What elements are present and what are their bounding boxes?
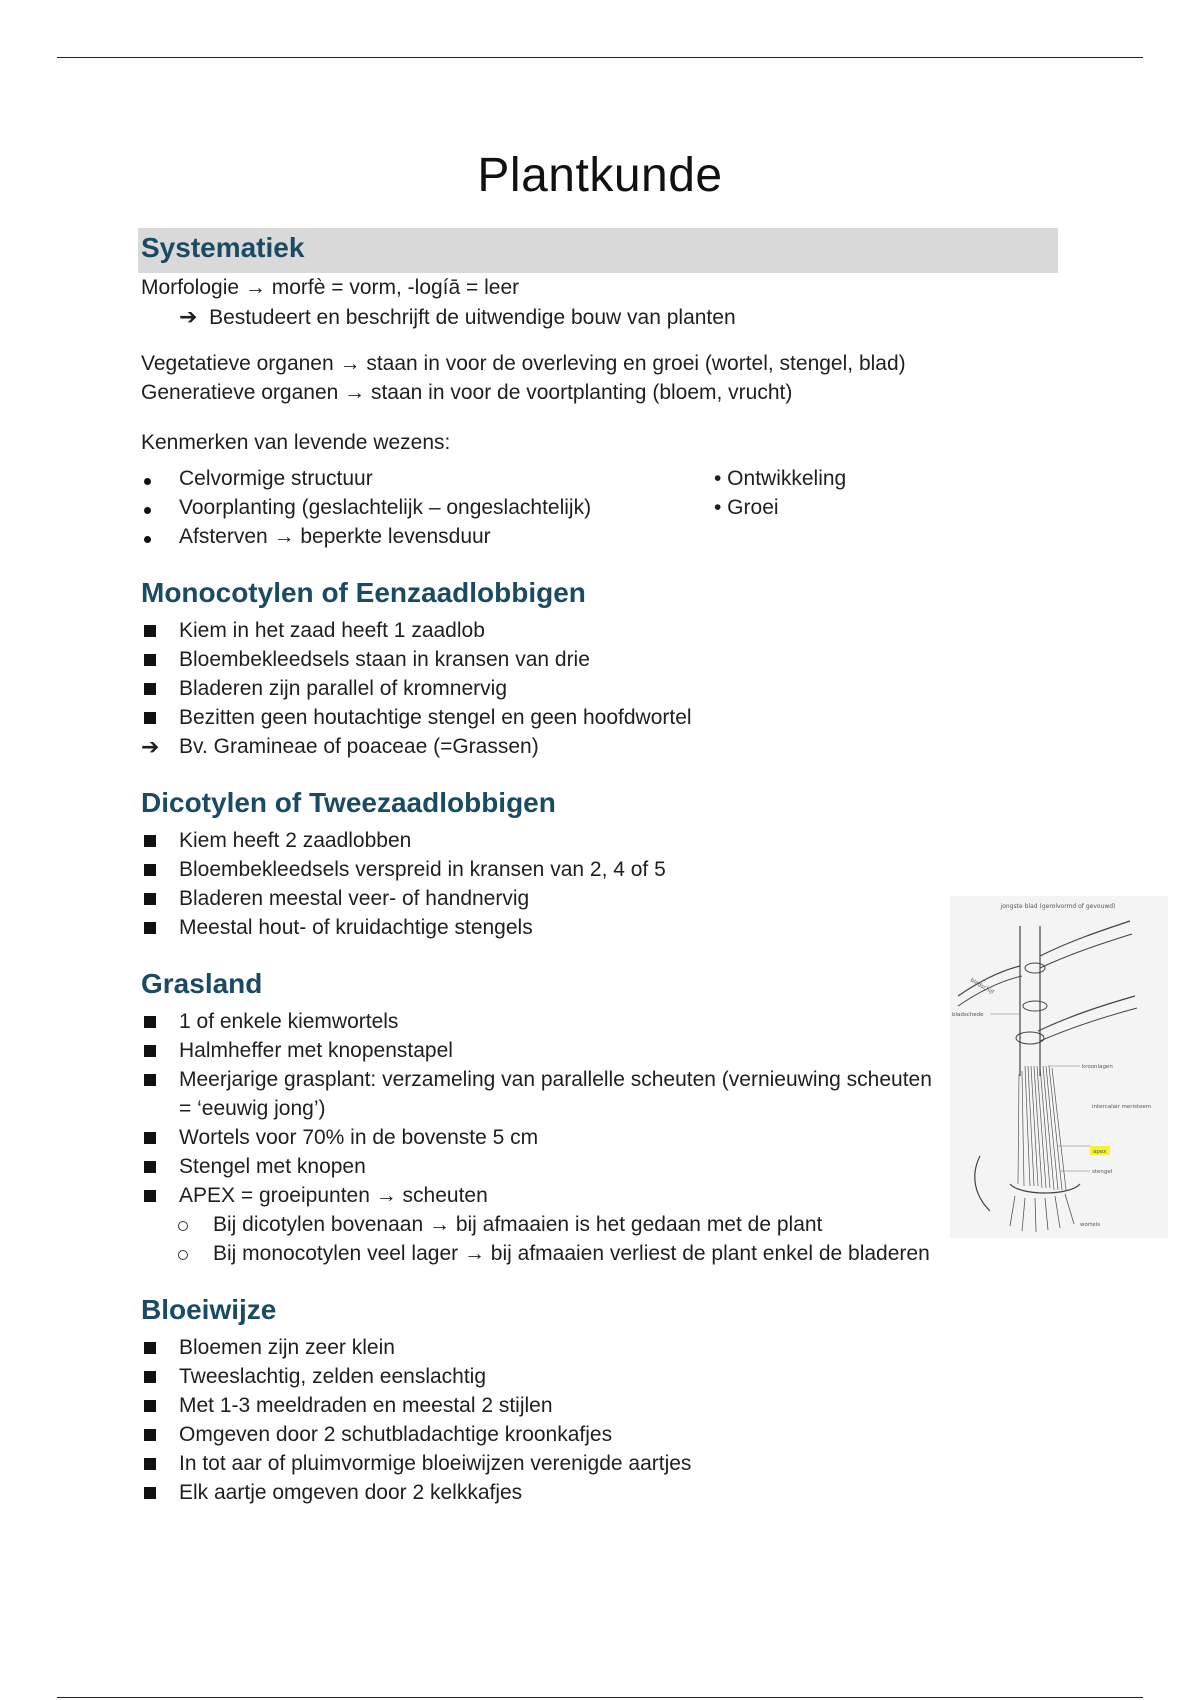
square-bullet-icon (144, 1458, 156, 1470)
list-item-text: • Groei (714, 496, 779, 519)
list-item-text: Meerjarige grasplant: verzameling van parallelle scheuten (vernieuwing scheuten = ‘eeuwig jong’) (179, 1068, 932, 1120)
list-item (141, 732, 1061, 761)
bullet-icon (144, 507, 151, 514)
list-item (141, 1420, 1061, 1449)
monocotylen-list (141, 616, 1061, 761)
square-bullet-icon (144, 1487, 156, 1499)
list-item-text: Bij monocotylen veel lager → bij afmaaien verliest de plant enkel de bladeren (213, 1242, 930, 1265)
bullet-icon (144, 478, 151, 485)
list-item (141, 1391, 1061, 1420)
square-bullet-icon (144, 1045, 156, 1057)
heading-grasland: Grasland (141, 968, 263, 999)
figure-label-top: jongste blad (gerolvormd of gevouwd) (1000, 903, 1116, 910)
vegetatief-line: Vegetatieve organen → staan in voor de overleving en groei (wortel, stengel, blad) (141, 352, 906, 375)
list-item-text: Tweeslachtig, zelden eenslachtig (179, 1365, 487, 1388)
list-item-text: Kiem in het zaad heeft 1 zaadlob (179, 619, 485, 642)
square-bullet-icon (144, 1429, 156, 1441)
list-item-text: Elk aartje omgeven door 2 kelkkafjes (179, 1481, 523, 1504)
heading-dicotylen: Dicotylen of Tweezaadlobbigen (141, 787, 556, 818)
square-bullet-icon (144, 835, 156, 847)
bloeiwijze-list (141, 1333, 1061, 1507)
document-body (141, 228, 1061, 1507)
arrow-icon: ➔ (141, 734, 160, 759)
square-bullet-icon (144, 1161, 156, 1173)
list-item (141, 826, 1061, 855)
morfologie-sub (141, 302, 1061, 332)
list-item-text: Wortels voor 70% in de bovenste 5 cm (179, 1126, 539, 1149)
list-item (141, 1065, 941, 1123)
list-item (141, 855, 1061, 884)
square-bullet-icon (144, 654, 156, 666)
morfologie-sub-text: Bestudeert en beschrijft de uitwendige bouw van planten (209, 306, 736, 329)
list-item (141, 522, 1061, 551)
figure-label-bladschede: bladschede (952, 1012, 984, 1018)
square-bullet-icon (144, 893, 156, 905)
list-item (141, 1181, 941, 1210)
list-item-text: • Ontwikkeling (714, 467, 847, 490)
list-item (103, 1239, 1061, 1268)
kenmerken-list (141, 464, 1061, 551)
list-item (141, 645, 1061, 674)
square-bullet-icon (144, 1132, 156, 1144)
figure-label-apex: apex (1093, 1149, 1107, 1155)
list-item (141, 703, 1061, 732)
grasland-sublist (103, 1210, 1061, 1268)
heading-systematiek: Systematiek (141, 232, 305, 263)
list-item-text: Meestal hout- of kruidachtige stengels (179, 916, 533, 939)
circle-bullet-icon (178, 1221, 188, 1231)
list-item-text: In tot aar of pluimvormige bloeiwijzen verenigde aartjes (179, 1452, 692, 1475)
kenmerken-right (714, 464, 846, 522)
list-item-text: Bij dicotylen bovenaan → bij afmaaien is het gedaan met de plant (213, 1213, 823, 1236)
list-item (141, 913, 1061, 942)
circle-bullet-icon (178, 1250, 188, 1260)
list-item (103, 1210, 1061, 1239)
square-bullet-icon (144, 922, 156, 934)
list-item-text: 1 of enkele kiemwortels (179, 1010, 399, 1033)
list-item-text: Bezitten geen houtachtige stengel en geen hoofdwortel (179, 706, 692, 729)
grasland-list (141, 1007, 941, 1210)
list-item (141, 1362, 1061, 1391)
list-item (141, 1152, 941, 1181)
list-item-text: Stengel met knopen (179, 1155, 366, 1178)
figure-label-kroonlagen: kroonlagen (1082, 1064, 1113, 1070)
list-item-text: Kiem heeft 2 zaadlobben (179, 829, 412, 852)
list-item (141, 1036, 941, 1065)
square-bullet-icon (144, 1016, 156, 1028)
square-bullet-icon (144, 1371, 156, 1383)
list-item-text: APEX = groeipunten → scheuten (179, 1184, 488, 1207)
list-item (141, 616, 1061, 645)
arrow-icon: ➔ (179, 304, 198, 329)
square-bullet-icon (144, 1400, 156, 1412)
list-item (141, 1449, 1061, 1478)
square-bullet-icon (144, 683, 156, 695)
list-item-text: Celvormige structuur (179, 467, 373, 490)
list-item (141, 884, 1061, 913)
figure-label-stengel: stengel (1092, 1169, 1113, 1175)
list-item (141, 674, 1061, 703)
morfologie-line: Morfologie → morfè = vorm, -logíā = leer (141, 276, 520, 299)
kenmerken-label: Kenmerken van levende wezens: (141, 431, 451, 454)
list-item-text: Bloembekleedsels staan in kransen van drie (179, 648, 590, 671)
list-item (141, 1123, 941, 1152)
list-item-text: Bloemen zijn zeer klein (179, 1336, 395, 1359)
list-item-text: Bv. Gramineae of poaceae (=Grassen) (179, 735, 539, 758)
grass-anatomy-figure (950, 896, 1168, 1238)
square-bullet-icon (144, 864, 156, 876)
list-item (141, 1007, 941, 1036)
generatief-line: Generatieve organen → staan in voor de voortplanting (bloem, vrucht) (141, 381, 793, 404)
list-item (141, 464, 1061, 493)
figure-label-meristeem: intercalair meristeem (1092, 1104, 1152, 1110)
square-bullet-icon (144, 712, 156, 724)
heading-monocotylen: Monocotylen of Eenzaadlobbigen (141, 577, 586, 608)
list-item-text: Halmheffer met knopenstapel (179, 1039, 453, 1062)
list-item-text: Afsterven → beperkte levensduur (179, 525, 491, 548)
square-bullet-icon (144, 1190, 156, 1202)
square-bullet-icon (144, 1074, 156, 1086)
list-item-text: Voorplanting (geslachtelijk – ongeslachtelijk) (179, 496, 592, 519)
bottom-rule (57, 1697, 1143, 1698)
top-rule (57, 57, 1143, 58)
page-title: Plantkunde (477, 149, 723, 202)
grass-anatomy-drawing (950, 896, 1168, 1238)
figure-label-bladschijf: bladschijf (969, 977, 995, 996)
heading-bloeiwijze: Bloeiwijze (141, 1294, 277, 1325)
square-bullet-icon (144, 625, 156, 637)
section-systematiek-header (138, 228, 1058, 273)
dicotylen-list (141, 826, 1061, 942)
square-bullet-icon (144, 1342, 156, 1354)
list-item-text: Bloembekleedsels verspreid in kransen van 2, 4 of 5 (179, 858, 666, 881)
list-item (141, 1478, 1061, 1507)
list-item-text: Bladeren meestal veer- of handnervig (179, 887, 530, 910)
figure-label-wortels: wortels (1080, 1222, 1101, 1228)
list-item-text: Bladeren zijn parallel of kromnervig (179, 677, 507, 700)
list-item-text: Omgeven door 2 schutbladachtige kroonkafjes (179, 1423, 613, 1446)
list-item (141, 493, 1061, 522)
list-item (141, 1333, 1061, 1362)
list-item-text: Met 1-3 meeldraden en meestal 2 stijlen (179, 1394, 553, 1417)
bullet-icon (144, 536, 151, 543)
